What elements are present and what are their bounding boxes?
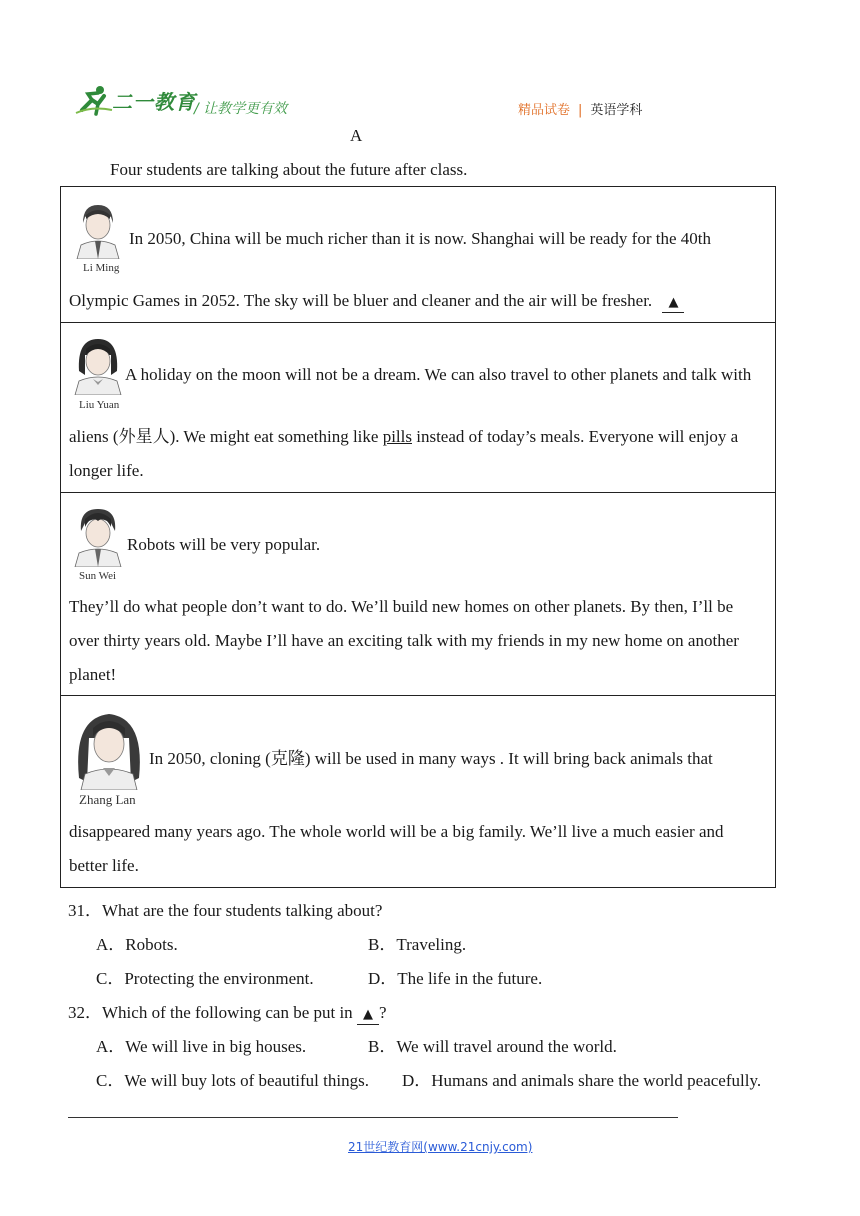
student-name-label: Liu Yuan (79, 399, 120, 411)
student-statement-line: over thirty years old. Maybe I’ll have an exciting talk with my friends in my new home on another (69, 631, 739, 650)
student-name-label: Li Ming (83, 262, 120, 274)
student-row-li-ming (61, 187, 775, 323)
passage-intro: Four students are talking about the future after class. (110, 160, 468, 179)
student-row-sun-wei (61, 493, 775, 696)
footer-divider (68, 1117, 678, 1118)
student-statement-line: Robots will be very popular. (127, 535, 321, 554)
student-statement-line: In 2050, China will be much richer than it is now. Shanghai will be ready for the 40th (129, 229, 711, 248)
statement-text: instead of today’s meals. Everyone will enjoy a (412, 427, 739, 446)
footer-link[interactable]: 21世纪教育网(www.21cnjy.com) (348, 1140, 533, 1154)
option-d[interactable]: D．The life in the future. (368, 969, 543, 988)
option-a[interactable]: A．We will live in big houses. (96, 1037, 307, 1056)
student-row-liu-yuan (61, 323, 775, 493)
option-b[interactable]: B．We will travel around the world. (368, 1037, 617, 1056)
student-name-label: Zhang Lan (79, 792, 136, 807)
boy-avatar-icon (71, 505, 125, 567)
logo-runner-icon (74, 84, 114, 116)
statement-text: aliens (外星人). We might eat something like (69, 427, 383, 446)
option-c[interactable]: C．Protecting the environment. (96, 969, 314, 988)
logo-text: 二一教育 (112, 90, 196, 114)
section-letter: A (350, 126, 363, 145)
stem-text: 32．Which of the following can be put in (68, 1003, 357, 1022)
underlined-word: pills (382, 427, 412, 446)
header-slogan: / 让教学更有效 (194, 101, 288, 117)
student-statement-line: better life. (69, 856, 139, 875)
question-stem: 31．What are the four students talking about? (68, 901, 383, 920)
student-table (60, 186, 776, 888)
girl-avatar-icon (69, 708, 149, 790)
boy-avatar-icon (73, 201, 123, 259)
student-statement-line (69, 420, 738, 454)
student-statement-line: disappeared many years ago. The whole world will be a big family. We’ll live a much easier and (69, 822, 724, 841)
header-paper-label: 精品试卷 (518, 103, 571, 118)
girl-avatar-icon (71, 335, 125, 395)
option-a[interactable]: A．Robots. (96, 935, 178, 954)
student-statement-line: They’ll do what people don’t want to do. We’ll build new homes on other planets. By then, I’ll be (69, 597, 734, 616)
option-c[interactable]: C．We will buy lots of beautiful things. (96, 1071, 369, 1090)
option-b[interactable]: B．Traveling. (368, 935, 467, 954)
student-name-label: Sun Wei (79, 570, 117, 582)
student-statement-line: planet! (69, 665, 117, 684)
answer-blank: ▲ (662, 294, 684, 313)
header-separator: | (578, 103, 583, 118)
header-subject-label: 英语学科 (590, 103, 643, 118)
student-statement-line: longer life. (69, 461, 144, 480)
statement-text: Olympic Games in 2052. The sky will be bluer and cleaner and the air will be fresher. (69, 291, 653, 310)
student-row-zhang-lan (61, 696, 775, 889)
student-statement-line (69, 284, 684, 318)
question-stem (68, 998, 386, 1025)
student-statement-line: In 2050, cloning (克隆) will be used in many ways . It will bring back animals that (149, 749, 713, 768)
header-right (518, 99, 642, 118)
stem-text: ? (378, 1003, 387, 1022)
answer-blank: ▲ (357, 1006, 379, 1025)
option-d[interactable]: D．Humans and animals share the world peacefully. (402, 1071, 762, 1090)
student-statement-line: A holiday on the moon will not be a dream. We can also travel to other planets and talk with (125, 365, 752, 384)
